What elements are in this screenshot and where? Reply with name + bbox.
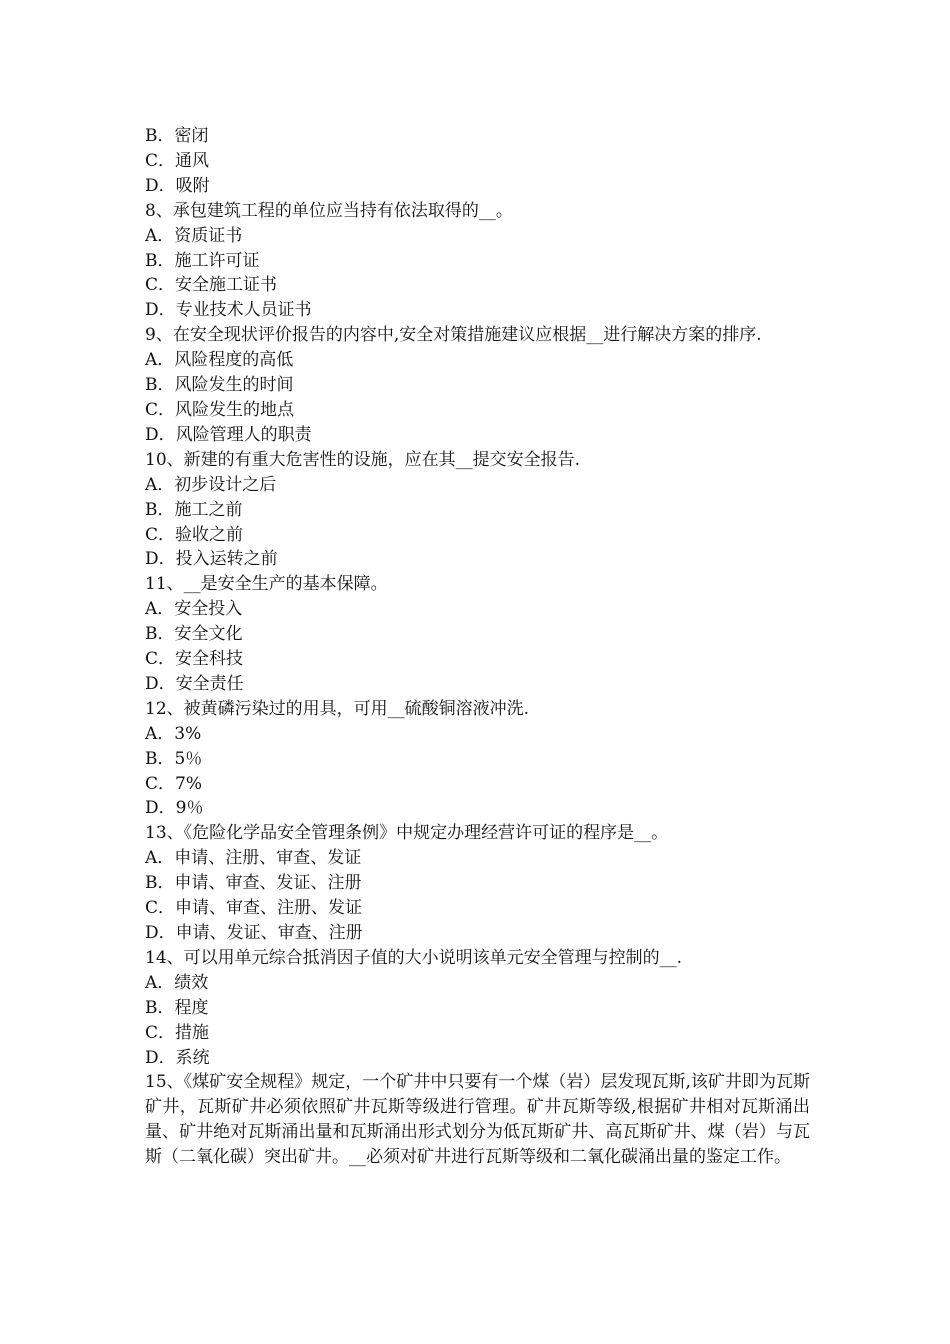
option-d-q9: D．风险管理人的职责 <box>145 424 312 445</box>
option-c-q10: C．验收之前 <box>145 524 244 545</box>
option-d-q13: D．申请、发证、审查、注册 <box>145 923 363 943</box>
option-c-q9: C．风险发生的地点 <box>145 399 295 420</box>
option-b-q9: B．风险发生的时间 <box>145 375 294 396</box>
question-14: 14、可以用单元综合抵消因子值的大小说明该单元安全管理与控制的__. <box>145 947 683 968</box>
option-b-q13: B．申请、审查、发证、注册 <box>145 873 362 894</box>
option-c-q11: C．安全科技 <box>145 649 244 670</box>
question-list <box>145 124 810 1170</box>
option-a-q13: A．申请、注册、审查、发证 <box>145 848 362 869</box>
option-d-q10: D．投入运转之前 <box>145 549 278 570</box>
option-a-q10: A．初步设计之后 <box>145 474 277 495</box>
option-d-q8: D．专业技术人员证书 <box>145 300 312 321</box>
option-a-q9: A．风险程度的高低 <box>145 350 294 371</box>
option-b-q10: B．施工之前 <box>145 499 243 520</box>
option-c-q12: C．7% <box>145 773 202 794</box>
option-a-q11: A．安全投入 <box>145 599 243 620</box>
option-a-q14: A．绩效 <box>145 972 209 993</box>
question-13: 13、《危险化学品安全管理条例》中规定办理经营许可证的程序是__。 <box>145 823 669 844</box>
option-c-q14: C．措施 <box>145 1022 210 1043</box>
option-a-q8: A．资质证书 <box>145 225 243 246</box>
option-c-q13: C．申请、审查、注册、发证 <box>145 898 363 919</box>
option-d-q11: D．安全责任 <box>145 673 244 694</box>
question-9: 9、在安全现状评价报告的内容中,安全对策措施建议应根据__进行解决方案的排序. <box>145 325 762 346</box>
question-8: 8、承包建筑工程的单位应当持有依法取得的__。 <box>145 200 513 221</box>
option-c-q7: C．通风 <box>145 150 210 171</box>
option-d-q14: D．系统 <box>145 1047 210 1068</box>
option-b-q11: B．安全文化 <box>145 624 243 645</box>
option-a-q12: A．3% <box>145 723 202 744</box>
question-12: 12、被黄磷污染过的用具，可用__硫酸铜溶液冲洗. <box>145 698 530 719</box>
option-b-q7: B．密闭 <box>145 126 209 146</box>
option-d-q12: D．9％ <box>145 798 204 819</box>
option-b-q12: B．5％ <box>145 748 203 769</box>
option-b-q8: B．施工许可证 <box>145 250 260 271</box>
question-11: 11、__是安全生产的基本保障。 <box>145 574 388 595</box>
option-b-q14: B．程度 <box>145 997 209 1018</box>
option-c-q8: C．安全施工证书 <box>145 275 278 296</box>
option-d-q7: D．吸附 <box>145 175 210 196</box>
question-15: 15、《煤矿安全规程》规定，一个矿井中只要有一个煤（岩）层发现瓦斯,该矿井即为瓦斯矿井，瓦斯矿井必须依照矿井瓦斯等级进行管理。矿井瓦斯等级,根据矿井相对瓦斯涌出量、矿井绝对瓦斯涌出量和瓦斯涌出形式划分为低瓦斯矿井、高瓦斯矿井、煤（岩）与瓦斯（二氧化碳）突出矿井。__必须对矿井进行瓦斯等级和二氧化碳涌出量的鉴定工作。 <box>145 1072 810 1168</box>
question-10: 10、新建的有重大危害性的设施，应在其__提交安全报告. <box>145 449 581 470</box>
